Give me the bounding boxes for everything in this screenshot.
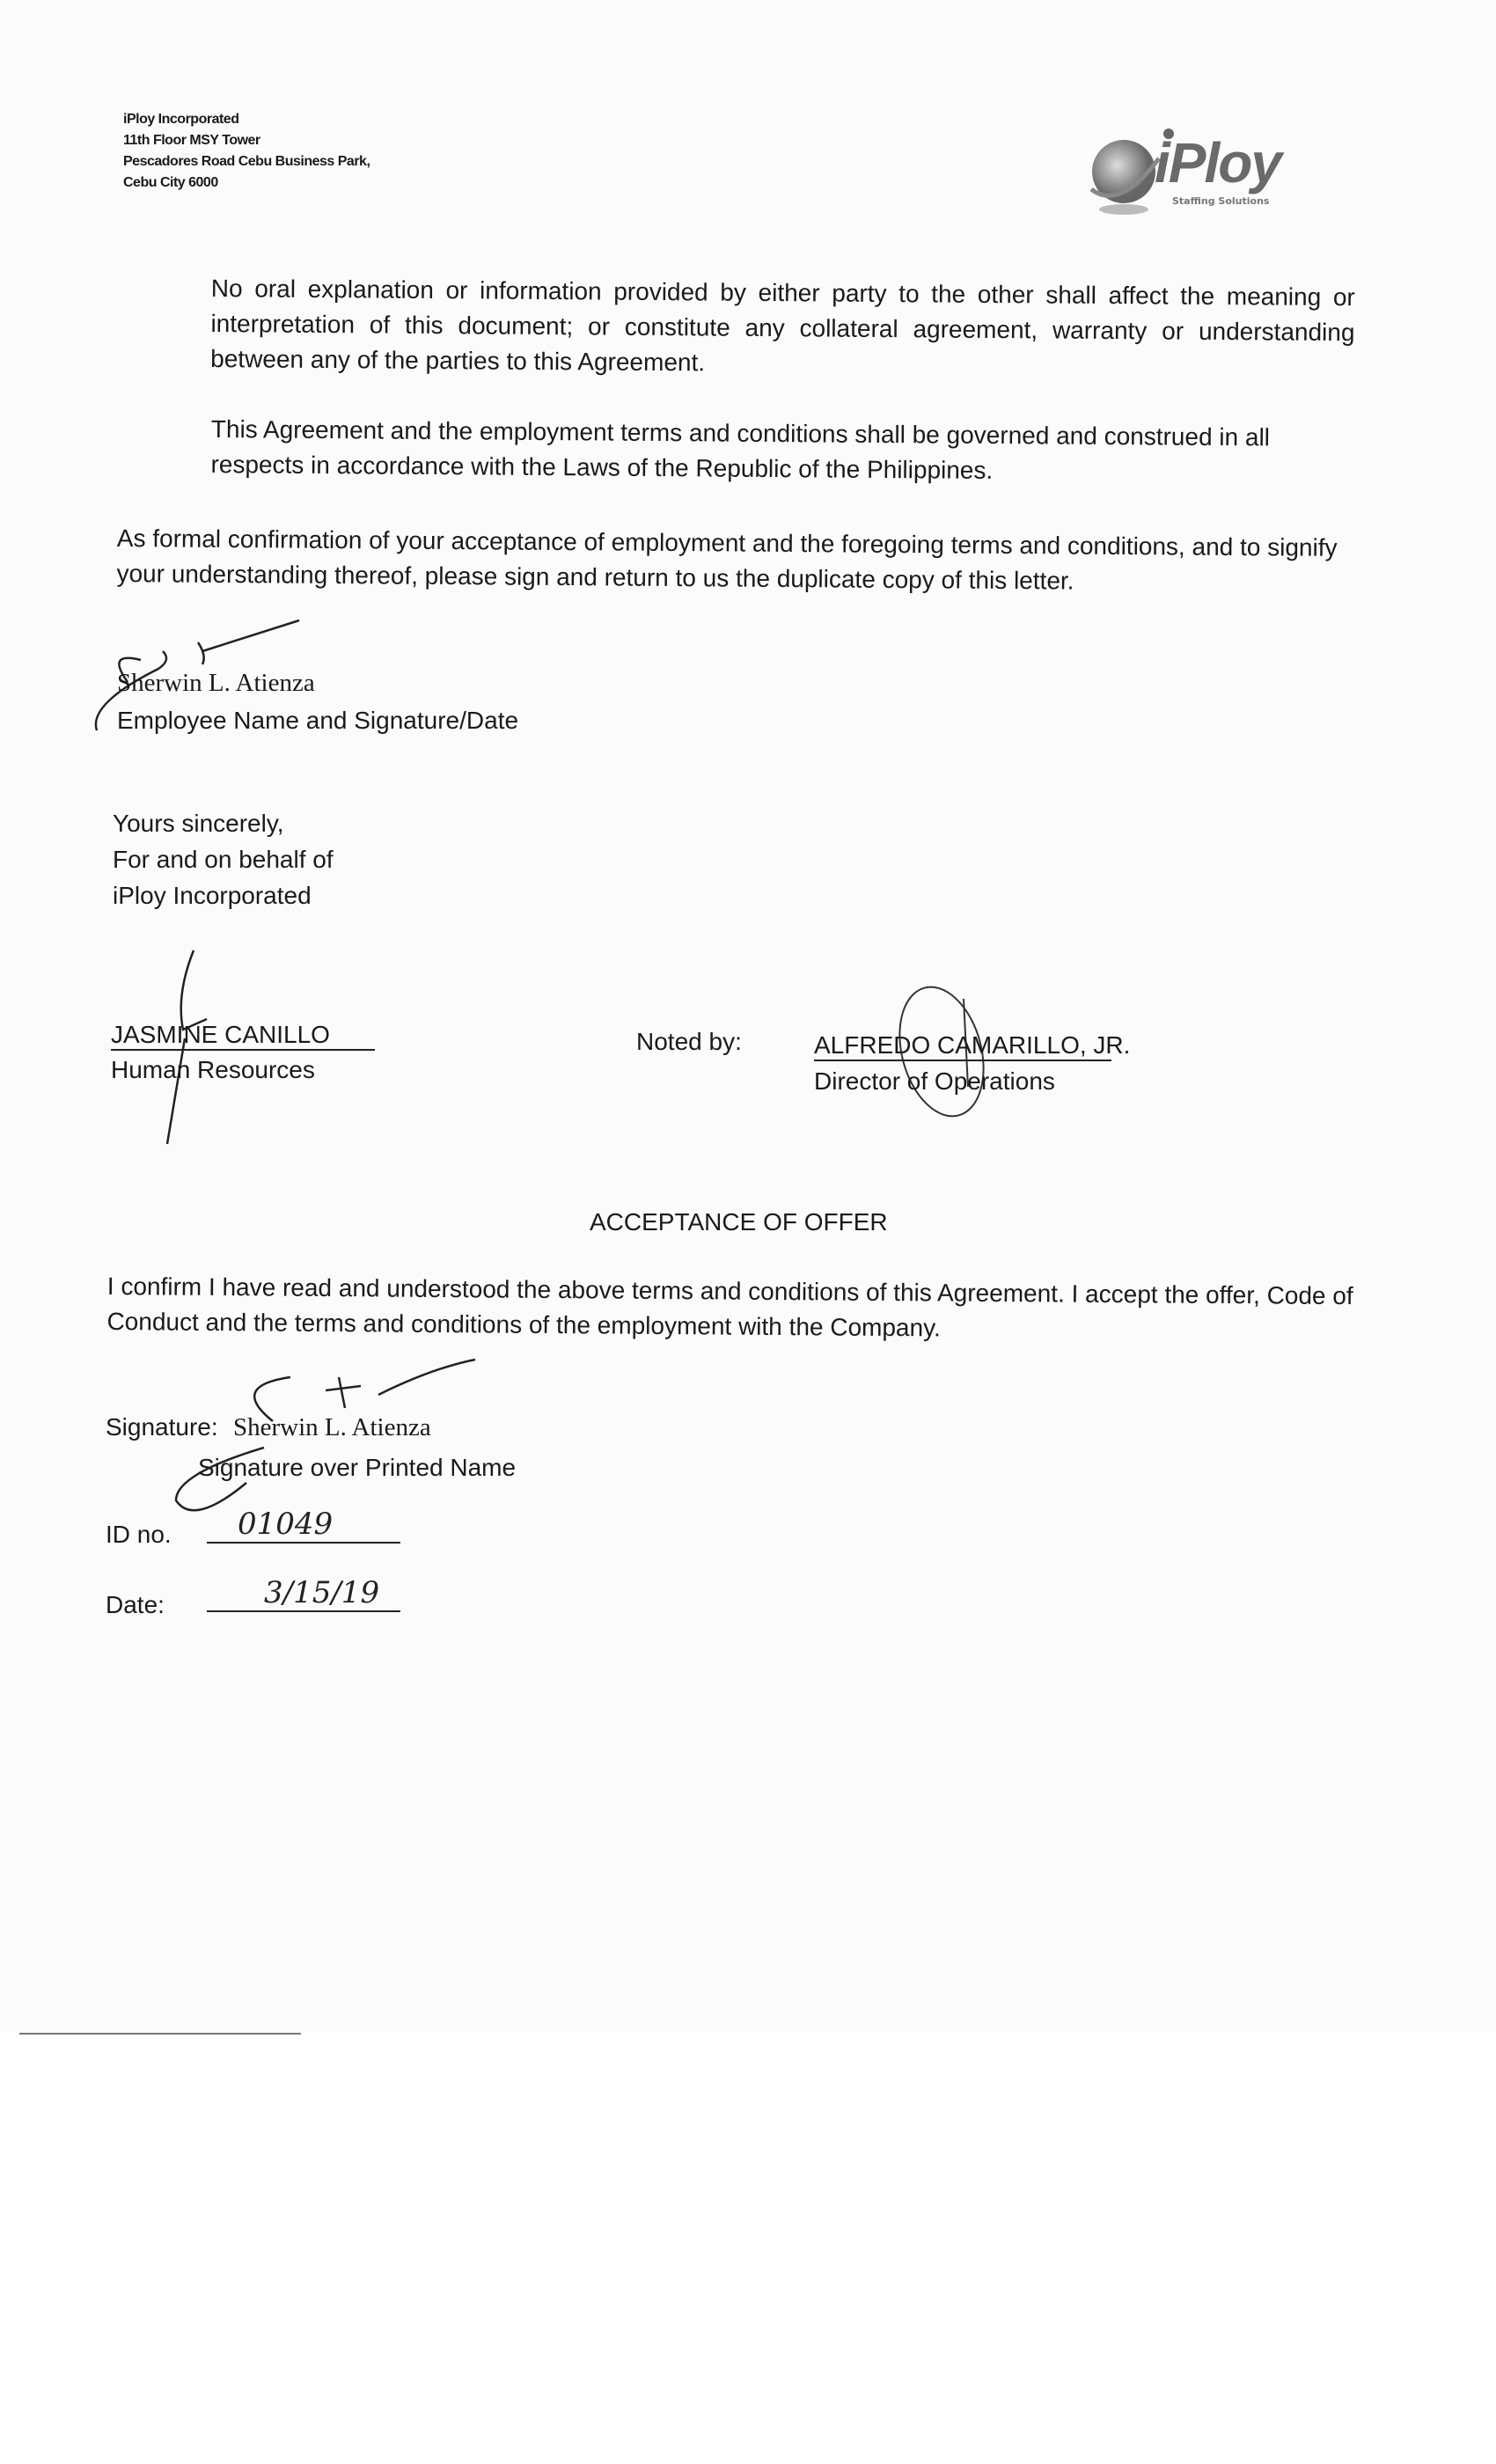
paragraph-governing-law: This Agreement and the employment terms and conditions shall be governed and construed in all respects in accordance with the Laws of the Republic of the Philippines. [210,414,1271,484]
id-value: 01049 [207,1507,400,1544]
logo-tagline: Staffing Solutions [1172,195,1270,207]
signature-printed-name: Sherwin L. Atienza [233,1413,431,1441]
director-name: ALFREDO CAMARILLO, JR. [814,1031,1111,1061]
address-line: Pescadores Road Cebu Business Park, [123,154,370,169]
paragraph-confirmation: As formal confirmation of your acceptance of employment and the foregoing terms and conditions, and to signify your understanding thereof, please sign and return to us the duplicate copy of this letter. [116,524,1338,595]
hr-title: Human Resources [111,1056,315,1083]
acceptance-heading: ACCEPTANCE OF OFFER [590,1208,888,1236]
address-line: iPloy Incorporated [123,112,239,127]
logo-name: iPloy [1155,131,1280,194]
employee-name: Sherwin L. Atienza [117,669,315,697]
date-label: Date: [106,1591,165,1618]
company-address [123,109,370,194]
id-label: ID no. [106,1521,172,1548]
closing-line: iPloy Incorporated [113,882,312,909]
signature-caption: Signature over Printed Name [198,1454,517,1481]
paragraph-oral-explanation: No oral explanation or information provided by either party to the other shall affect the meaning or interpretation of this document; or constitute any collateral agreement, warranty or understanding between any of the parties to this Agreement. [210,274,1355,377]
page-edge-line [19,2033,301,2035]
address-line: Cebu City 6000 [123,175,218,190]
closing-line: For and on behalf of [113,846,334,873]
employee-label: Employee Name and Signature/Date [117,707,519,734]
closing-line: Yours sincerely, [113,810,284,837]
iploy-logo [1084,123,1331,224]
hr-name: JASMINE CANILLO [111,1021,375,1051]
acceptance-text: I confirm I have read and understood the above terms and conditions of this Agreement. I accept the offer, Code of Conduct and the terms and conditions of the employment with the Company. [106,1272,1353,1342]
date-value: 3/15/19 [207,1575,400,1612]
noted-by-label: Noted by: [636,1028,742,1055]
signature-label: Signature: [106,1413,218,1441]
address-line: 11th Floor MSY Tower [123,133,260,148]
director-title: Director of Operations [814,1067,1055,1095]
